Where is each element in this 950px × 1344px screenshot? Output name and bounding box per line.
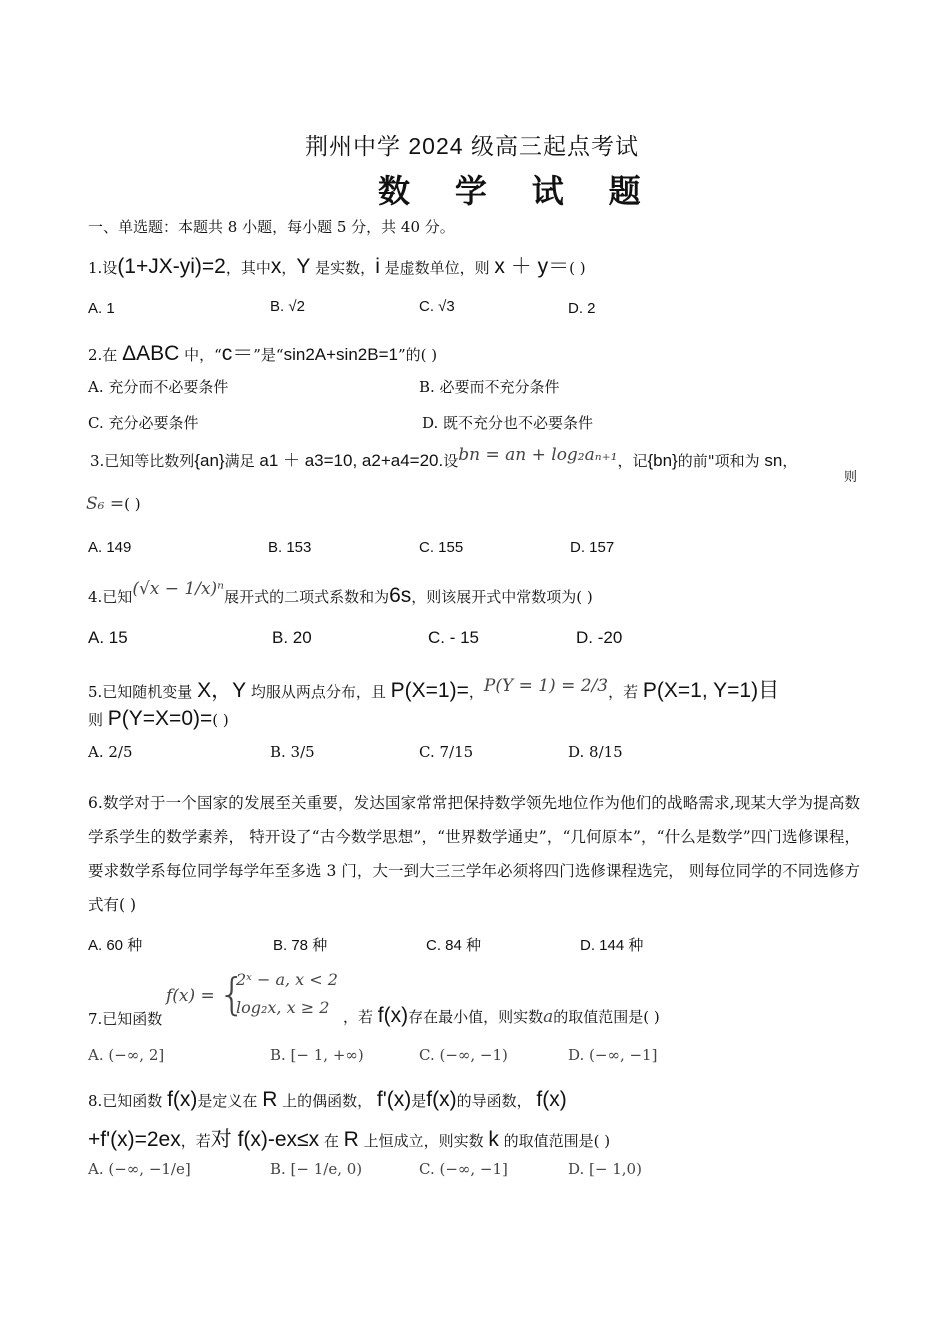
q8-text-2: 上的偶函数， [277, 1092, 377, 1110]
q5-text: 均服从两点分布，且 [246, 683, 391, 701]
q5-text-2: ，若 [608, 683, 643, 701]
q4-text: 展开式的二项式系数和为 [224, 588, 390, 606]
q7-fx-label: f(x) = [166, 986, 215, 1006]
q5-ze: 则 [88, 711, 108, 729]
q2-option-b: B. 必要而不充分条件 [419, 378, 560, 396]
q2-condition: c＝ [221, 342, 254, 365]
q7-case-1: 2ˣ − a, x < 2 [236, 970, 338, 989]
q8-text-4: 的导函数， [456, 1092, 537, 1110]
q5-vars: X，Y [197, 679, 247, 702]
subject-title: 数 学 试 题 [378, 173, 659, 209]
q5-mu: 目 [758, 679, 780, 702]
q3-seq-b: {bn} [647, 451, 678, 470]
q1-option-d: D. 2 [568, 300, 596, 317]
q8-option-a: A. (−∞, −1/e] [88, 1160, 191, 1178]
q7-text-2: 存在最小值，则实数 [408, 1008, 544, 1026]
q1-var-y: Y [296, 255, 311, 278]
q3-text: 满足 [224, 452, 260, 470]
q7-case-2: log₂x, x ≥ 2 [236, 998, 330, 1017]
exam-title: 荆州中学 2024 级高三起点考试 [305, 133, 639, 159]
q4-value: 6s [389, 584, 412, 607]
q4-text-2: ，则该展开式中常数项为( ) [411, 588, 593, 606]
q5-option-a: A. 2/5 [88, 743, 133, 761]
q1-option-c: C. √3 [419, 298, 455, 315]
q8-inequality: 对 f(x)-ex≤x [210, 1128, 320, 1151]
q5-line-2 [88, 707, 229, 731]
q5-px: P(X=1)= [390, 679, 469, 702]
q2-equation: sin2A+sin2B=1 [283, 345, 398, 364]
q8-R: R [262, 1088, 278, 1111]
question-3 [90, 446, 797, 471]
q1-var-x: x [270, 255, 282, 278]
q1-comma: ， [281, 259, 297, 277]
q5-target: P(Y=X=0)= [107, 707, 213, 730]
q3-blank: ( ) [124, 495, 141, 513]
question-4 [88, 579, 593, 608]
q8-option-b: B. [− 1/e, 0) [270, 1160, 363, 1178]
q3-text-4: 的前"项和为 [677, 452, 765, 470]
q5-py: P(Y = 1) = 2/3 [483, 676, 609, 696]
question-6: 6.数学对于一个国家的发展至关重要，发达国家常常把保持数学领先地位作为他们的战略需求,现某大学为提高数学系学生的数学素养， 特开设了“古今数学思想”，“世界数学通史”，“几何原本”，“什么是数学”四门选修课程，要求数学系每位同学每学年至多选 3 门，大一到大三三学年必须将四门选修课程选完， 则每位同学的不同选修方式有( ) [88, 794, 860, 914]
q1-expr: x ＋ y＝ [494, 255, 570, 278]
q8-equation: +f'(x)=2ex [88, 1128, 181, 1151]
q3-seq-a: {an} [194, 451, 225, 470]
q4-prefix: 4.已知 [88, 588, 133, 606]
q2-text-2: ”是“ [253, 346, 284, 364]
q7-a: a [543, 1007, 554, 1027]
q2-option-d: D. 既不充分也不必要条件 [422, 414, 594, 432]
q7-option-d: D. (−∞, −1] [568, 1046, 658, 1064]
q8-text-5: ，若 [180, 1132, 211, 1150]
q2-option-a: A. 充分而不必要条件 [88, 378, 229, 396]
q5-pxy: P(X=1, Y=1) [642, 679, 759, 702]
q8-text: 是定义在 [197, 1092, 263, 1110]
q6-option-d: D. 144 种 [580, 937, 644, 954]
q8-text-7: 上恒成立，则实数 [358, 1132, 489, 1150]
q4-binomial: (√x − 1/x)ⁿ [132, 579, 225, 599]
q8-fx: f(x) [167, 1088, 198, 1111]
q5-comma: ， [468, 683, 484, 701]
q3-option-a: A. 149 [88, 539, 132, 556]
q8-option-c: C. (−∞, −1] [419, 1160, 508, 1178]
q1-text-3: 是虚数单位，则 [379, 259, 495, 277]
q2-prefix: 2.在 [88, 346, 123, 364]
q3-sn: sn [764, 451, 783, 470]
q3-comma: ， [782, 452, 798, 470]
q2-blank: ”的( ) [397, 346, 438, 364]
q3-option-c: C. 155 [419, 539, 464, 556]
q3-text-3: ，记 [617, 452, 648, 470]
q2-option-c: C. 充分必要条件 [88, 414, 199, 432]
q7-brace: { [218, 969, 246, 1020]
question-1 [88, 250, 586, 280]
q2-text: 中，“ [179, 346, 222, 364]
q5-option-b: B. 3/5 [270, 743, 315, 761]
q7-prefix: 7.已知函数 [88, 1010, 163, 1028]
q3-equations: a1 ＋ a3=10, a2+a4=20. [259, 451, 444, 470]
q8-fpx: f'(x) [376, 1088, 412, 1111]
q7-fx: f(x) [377, 1004, 409, 1027]
q7-option-b: B. [− 1, +∞) [270, 1046, 364, 1064]
q5-blank: ( ) [212, 711, 229, 729]
q1-equation: (1+JX-yi)=2 [117, 255, 226, 278]
question-2 [88, 337, 437, 367]
q7-option-a: A. (−∞, 2] [88, 1046, 165, 1064]
q8-k: k [488, 1128, 499, 1151]
q3-ze: 则 [844, 470, 858, 485]
q3-text-2: 设 [443, 452, 459, 470]
q3-bn-formula: bn = an + log₂aₙ₊₁ [458, 445, 618, 465]
q7-option-c: C. (−∞, −1) [419, 1046, 508, 1064]
q1-blank: ( ) [569, 259, 586, 277]
q5-prefix: 5.已知随机变量 [88, 683, 198, 701]
q7-text-3: 的取值范围是( ) [553, 1008, 660, 1026]
q8-option-d: D. [− 1,0) [568, 1160, 642, 1178]
q8-text-8: 的取值范围是( ) [498, 1132, 611, 1150]
q6-option-c: C. 84 种 [426, 937, 482, 954]
q5-option-d: D. 8/15 [568, 743, 623, 761]
question-8 [88, 1088, 567, 1112]
q8-fx-3: f(x) [536, 1088, 567, 1111]
q4-option-d: D. -20 [576, 628, 623, 647]
q2-triangle: ΔABC [122, 342, 180, 365]
section-heading: 一、单选题：本题共 8 小题，每小题 5 分，共 40 分。 [88, 218, 455, 236]
q8-R-2: R [343, 1128, 359, 1151]
question-5 [88, 674, 779, 704]
q8-text-3: 是 [411, 1092, 427, 1110]
q8-line-2 [88, 1123, 610, 1153]
q1-text-2: 是实数， [310, 259, 376, 277]
q8-prefix: 8.已知函数 [88, 1092, 168, 1110]
question-7 [343, 1004, 660, 1028]
q7-text: ，若 [343, 1008, 378, 1026]
q3-option-b: B. 153 [268, 539, 312, 556]
q3-s6-line [86, 494, 141, 514]
q3-option-d: D. 157 [570, 539, 615, 556]
q8-text-6: 在 [319, 1132, 344, 1150]
q1-prefix: 1.设 [88, 259, 118, 277]
q4-option-b: B. 20 [272, 628, 312, 647]
q8-fx-2: f(x) [426, 1088, 457, 1111]
q1-option-a: A. 1 [88, 300, 115, 317]
q1-option-b: B. √2 [270, 298, 305, 315]
q6-option-a: A. 60 种 [88, 937, 143, 954]
q4-option-a: A. 15 [88, 628, 128, 647]
q3-prefix: 3.已知等比数列 [90, 452, 195, 470]
q6-option-b: B. 78 种 [273, 937, 328, 954]
q1-text: ，其中 [225, 259, 271, 277]
q3-s6: S₆ = [86, 494, 125, 514]
q4-option-c: C. - 15 [428, 628, 480, 647]
q1-var-i: i [375, 255, 380, 278]
q5-option-c: C. 7/15 [419, 743, 474, 761]
